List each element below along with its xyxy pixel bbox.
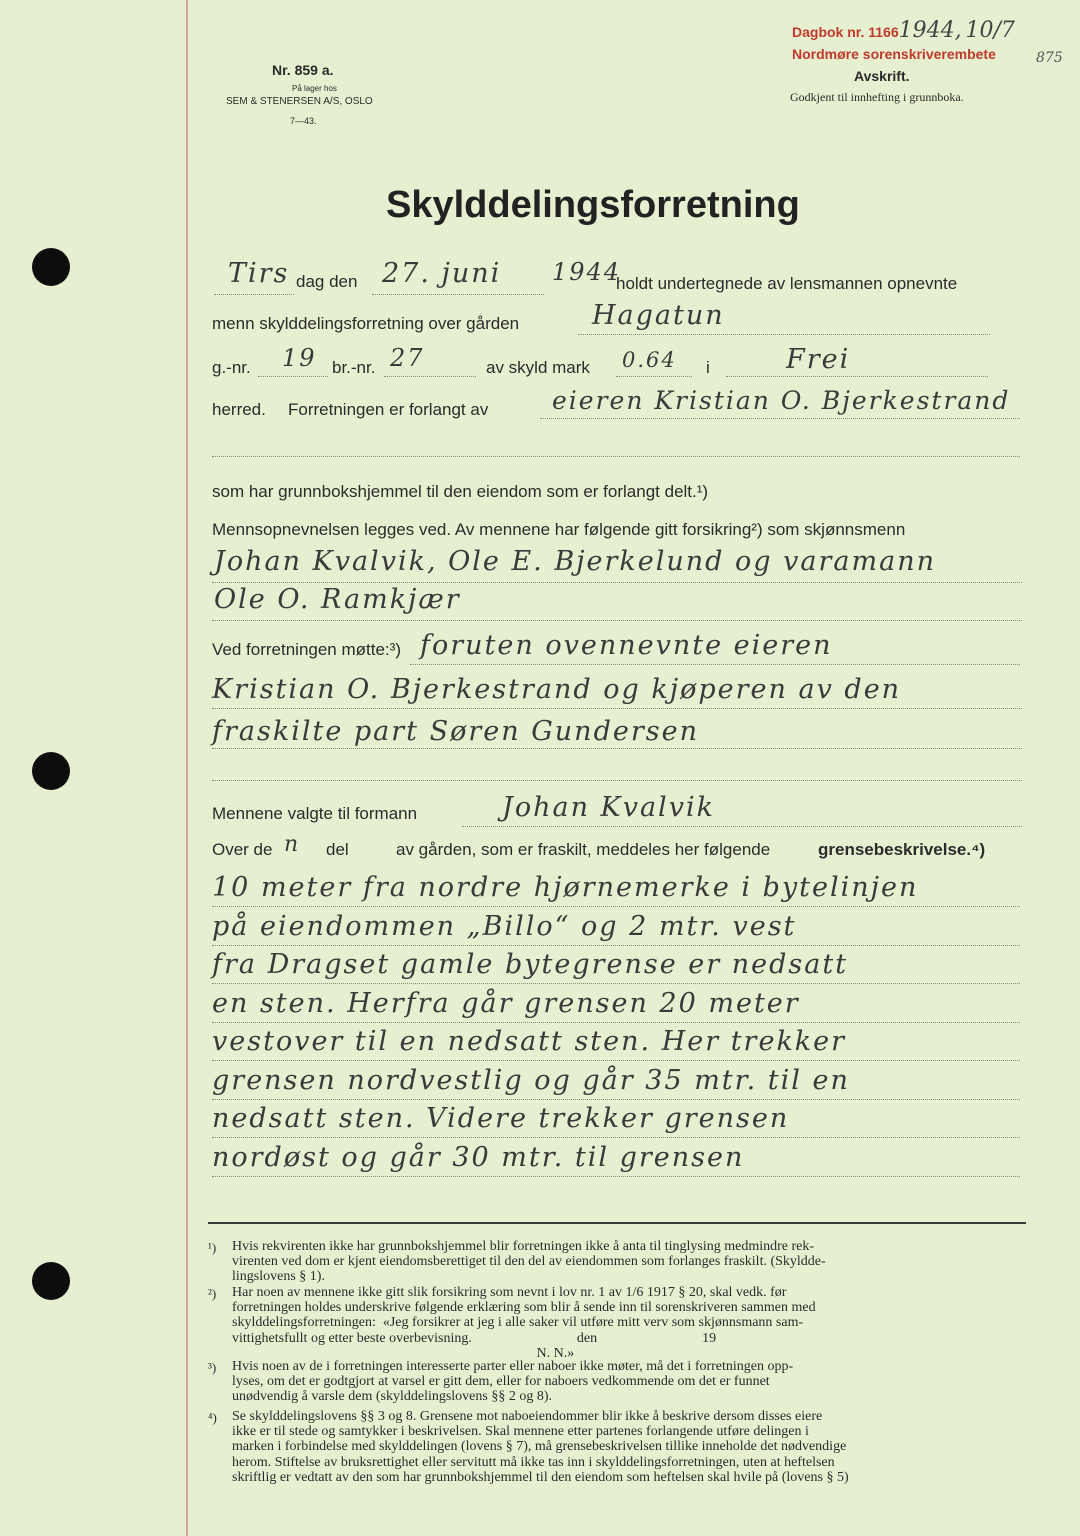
appraisers-handwritten-2: Ole O. Ramkjær [214, 584, 461, 615]
page-number: 875 [1036, 50, 1063, 66]
form-number: Nr. 859 a. [272, 62, 334, 78]
stamp-year: 1944, [898, 18, 962, 43]
footnote-line: ikke er til stede og samtykker i beskrivelsen. Skal mennene etter partenes forlangende utføre delingen i [232, 1424, 809, 1440]
line2-text: menn skylddelingsforretning over gården [212, 314, 520, 333]
border-line-1: 10 meter fra nordre hjørnemerke i bytelinjen [212, 872, 919, 903]
skyld-handwritten: 0.64 [622, 348, 677, 372]
red-margin-rule [186, 0, 188, 1536]
footnote-number: ⁴) [208, 1410, 217, 1425]
footnote-line: Hvis rekvirenten ikke har grunnbokshjemmel blir forretningen ikke å anta til tinglysing medmindre rek- [232, 1239, 815, 1254]
avskrift-label: Avskrift. [854, 68, 910, 84]
footnote-line: Har noen av mennene ikke gitt slik forsikring som nevnt i lov nr. 1 av 1/6 1917 § 20, skal vedk. før [232, 1285, 787, 1300]
weekday-handwritten: Tirs [228, 258, 290, 289]
border-bold-label: grensebeskrivelse.⁴) [818, 840, 986, 859]
over-n-handwritten: n [284, 832, 301, 857]
printer-line-3: 7—43. [290, 116, 317, 126]
stamp-diary-number: Dagbok nr. 1166 [792, 24, 899, 40]
footnote-line: skylddelingsforretningen: «Jeg forsikrer at jeg i alle saker vil utføre mitt verv som skjønnsmann sam- [232, 1315, 804, 1331]
footnote-line: virenten ved dom er kjent eiendomsberettiget til den del av eiendommen som forlanges fraskilt. (Skyldde- [232, 1254, 826, 1270]
footnote-line: vittighetsfullt og etter beste overbevisning. den 19 [232, 1330, 717, 1346]
appraisers-handwritten-1: Johan Kvalvik, Ole E. Bjerkelund og varamann [214, 546, 936, 577]
year-handwritten: 1944 [552, 258, 622, 286]
herred-label: herred. [212, 400, 266, 419]
date-handwritten: 27. juni [382, 258, 502, 289]
punch-hole-bottom [32, 1262, 70, 1300]
herred-handwritten: Frei [786, 344, 851, 375]
grunnbok-line: som har grunnbokshjemmel til den eiendom som er forlangt delt.¹) [212, 482, 709, 501]
farm-handwritten: Hagatun [592, 300, 725, 331]
footnote-line: herom. Stiftelse av bruksrettighet eller servitutt må ikke tas inn i skylddelingsforretningen, uten at heftelsen [232, 1454, 835, 1470]
present-label: Ved forretningen møtte:³) [212, 640, 401, 659]
over-de-label: Over de [212, 840, 273, 859]
printer-line-2: SEM & STENERSEN A/S, OSLO [226, 96, 373, 107]
punch-hole-middle [32, 752, 70, 790]
border-line-8: nordøst og går 30 mtr. til grensen [212, 1141, 745, 1173]
stamp-date: 10/7 [965, 18, 1015, 43]
border-line-6: grensen nordvestlig og går 35 mtr. til en [212, 1064, 850, 1096]
bnr-label: br.-nr. [332, 358, 376, 377]
requested-by-handwritten: eieren Kristian O. Bjerkestrand [552, 386, 1011, 415]
line1-text: holdt undertegnede av lensmannen opnevnte [616, 274, 958, 293]
skyld-label: av skyld mark [486, 358, 590, 377]
del-label: del [326, 840, 349, 859]
present-handwritten-3: fraskilte part Søren Gundersen [212, 716, 699, 747]
oath-line: Mennsopnevnelsen legges ved. Av mennene har følgende gitt forsikring²) som skjønnsmenn [212, 520, 906, 539]
footnote-line: Se skylddelingslovens §§ 3 og 8. Grensene mot naboeiendommer blir ikke å beskrive dersom disses eiere [232, 1409, 823, 1424]
footnote-number: ³) [208, 1360, 217, 1375]
present-handwritten-1: foruten ovennevnte eieren [420, 630, 833, 661]
footnote-rule [208, 1222, 1026, 1224]
footnote-line: N. N.» [232, 1345, 575, 1361]
footnote-line: lingslovens § 1). [232, 1269, 325, 1285]
stamp-office: Nordmøre sorenskriverembete [792, 46, 996, 62]
gnr-label: g.-nr. [212, 358, 251, 377]
border-line-4: en sten. Herfra går grensen 20 meter [212, 987, 800, 1019]
bnr-handwritten: 27 [390, 344, 425, 372]
chair-handwritten: Johan Kvalvik [502, 792, 715, 823]
footnote-number: ²) [208, 1286, 217, 1301]
approved-note: Godkjent til innhefting i grunnboka. [790, 90, 964, 104]
border-line-7: nedsatt sten. Videre trekker grensen [212, 1103, 790, 1134]
border-line-2: på eiendommen „Billo“ og 2 mtr. vest [212, 910, 797, 942]
border-line-5: vestover til en nedsatt sten. Her trekker [212, 1026, 847, 1057]
dag-den-label: dag den [296, 272, 358, 291]
footnote-line: lyses, om det er godtgjort at varsel er gitt dem, eller for naboers vedkommende om det er funnet [232, 1374, 770, 1390]
present-handwritten-2: Kristian O. Bjerkestrand og kjøperen av den [212, 674, 902, 705]
footnote-number: ¹) [208, 1240, 217, 1255]
diary-stamp [792, 18, 1015, 43]
requested-label: Forretningen er forlangt av [288, 400, 489, 419]
footnote-line: marken i forbindelse med skylddelingen (lovens § 7), må grensebeskrivelsen tillike inneholde det nødvendige [232, 1439, 847, 1455]
i-label: i [706, 358, 710, 377]
footnote-line: forretningen holdes underskrive følgende erklæring som blir å sende inn til sorenskriveren sammen med [232, 1300, 816, 1316]
border-intro: av gården, som er fraskilt, meddeles her følgende [396, 840, 771, 859]
border-line-3: fra Dragset gamle bytegrense er nedsatt [212, 949, 849, 980]
page-title: Skylddelingsforretning [386, 184, 800, 226]
footnote-line: skriftlig er vedtatt av den som har grunnbokshjemmel til den eiendom som heftelsen skal hvile på (lovens § 5) [232, 1469, 849, 1485]
footnote-line: Hvis noen av de i forretningen interesserte parter eller naboer ikke møter, må det i forretningen opp- [232, 1359, 794, 1374]
printer-line-1: På lager hos [292, 84, 337, 93]
chair-label: Mennene valgte til formann [212, 804, 418, 823]
gnr-handwritten: 19 [282, 344, 317, 372]
punch-hole-top [32, 248, 70, 286]
footnote-line: unødvendig å varsle dem (skylddelingslovens §§ 2 og 8). [232, 1389, 553, 1405]
